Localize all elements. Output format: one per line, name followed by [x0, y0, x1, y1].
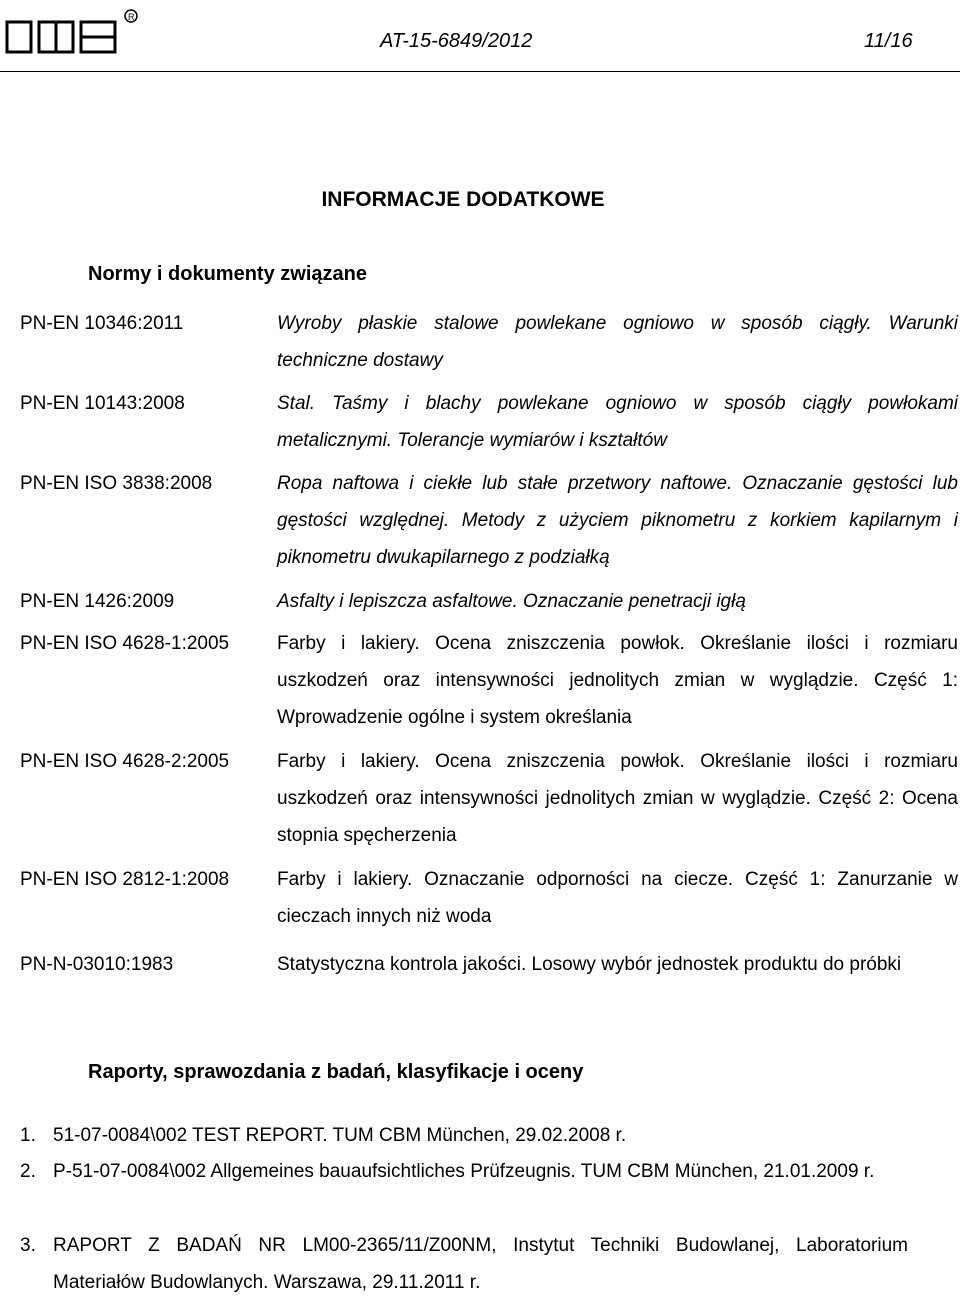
norm-code: PN-EN ISO 2812-1:2008 [20, 869, 230, 890]
norm-code: PN-EN 1426:2009 [20, 591, 175, 612]
norm-code: PN-EN 10346:2011 [20, 313, 184, 334]
page-number: 11/16 [864, 30, 913, 52]
norms-heading: Normy i dokumenty związane [88, 263, 367, 285]
report-number: 2. [20, 1161, 36, 1182]
document-number: AT-15-6849/2012 [380, 30, 533, 52]
norm-description: Wyroby płaskie stalowe powlekane ogniowo w sposób ciągły. Warunki techniczne dostawy [277, 313, 958, 371]
norm-description: Stal. Taśmy i blachy powlekane ogniowo w sposób ciągły powłokami metalicznymi. Tolerancje wymiarów i kształtów [277, 393, 958, 451]
norm-description: Farby i lakiery. Ocena zniszczenia powłok. Określanie ilości i rozmiaru uszkodzeń oraz intensywności jednolitych zmian w wyglądzie. Część 1: Wprowadzenie ogólne i system określania [277, 633, 958, 728]
norm-code: PN-EN ISO 4628-1:2005 [20, 633, 230, 654]
norm-code: PN-EN 10143:2008 [20, 393, 185, 414]
report-text: P-51-07-0084\002 Allgemeines bauaufsichtliches Prüfzeugnis. TUM CBM München, 21.01.2009 r. [53, 1161, 875, 1182]
norm-code: PN-EN ISO 3838:2008 [20, 473, 213, 494]
page-title: INFORMACJE DODATKOWE [321, 188, 605, 211]
report-text: 51-07-0084\002 TEST REPORT. TUM CBM München, 29.02.2008 r. [53, 1125, 627, 1146]
itb-logo-icon [5, 8, 145, 58]
norm-description: Farby i lakiery. Ocena zniszczenia powłok. Określanie ilości i rozmiaru uszkodzeń oraz intensywności jednolitych zmian w wyglądzie. Część 2: Ocena stopnia spęcherzenia [277, 751, 958, 846]
report-number: 3. [20, 1235, 36, 1256]
report-text: RAPORT Z BADAŃ NR LM00-2365/11/Z00NM, Instytut Techniki Budowlanej, Laboratorium Materiałów Budowlanych. Warszawa, 29.11.2011 r. [53, 1235, 908, 1293]
norm-description: Farby i lakiery. Oznaczanie odporności na ciecze. Część 1: Zanurzanie w cieczach innych niż woda [277, 869, 958, 927]
norm-description: Ropa naftowa i ciekłe lub stałe przetwory naftowe. Oznaczanie gęstości lub gęstości względnej. Metody z użyciem piknometru z korkiem kapilarnym i piknometru dwukapilarnego z podziałką [277, 473, 958, 568]
header-divider [0, 71, 960, 72]
reports-heading: Raporty, sprawozdania z badań, klasyfikacje i oceny [88, 1061, 584, 1083]
report-number: 1. [20, 1125, 36, 1146]
norm-code: PN-N-03010:1983 [20, 954, 174, 975]
norm-description: Asfalty i lepiszcza asfaltowe. Oznaczanie penetracji igłą [277, 591, 746, 612]
svg-text:R: R [128, 12, 135, 22]
norm-description: Statystyczna kontrola jakości. Losowy wybór jednostek produktu do próbki [277, 954, 902, 975]
norm-code: PN-EN ISO 4628-2:2005 [20, 751, 230, 772]
